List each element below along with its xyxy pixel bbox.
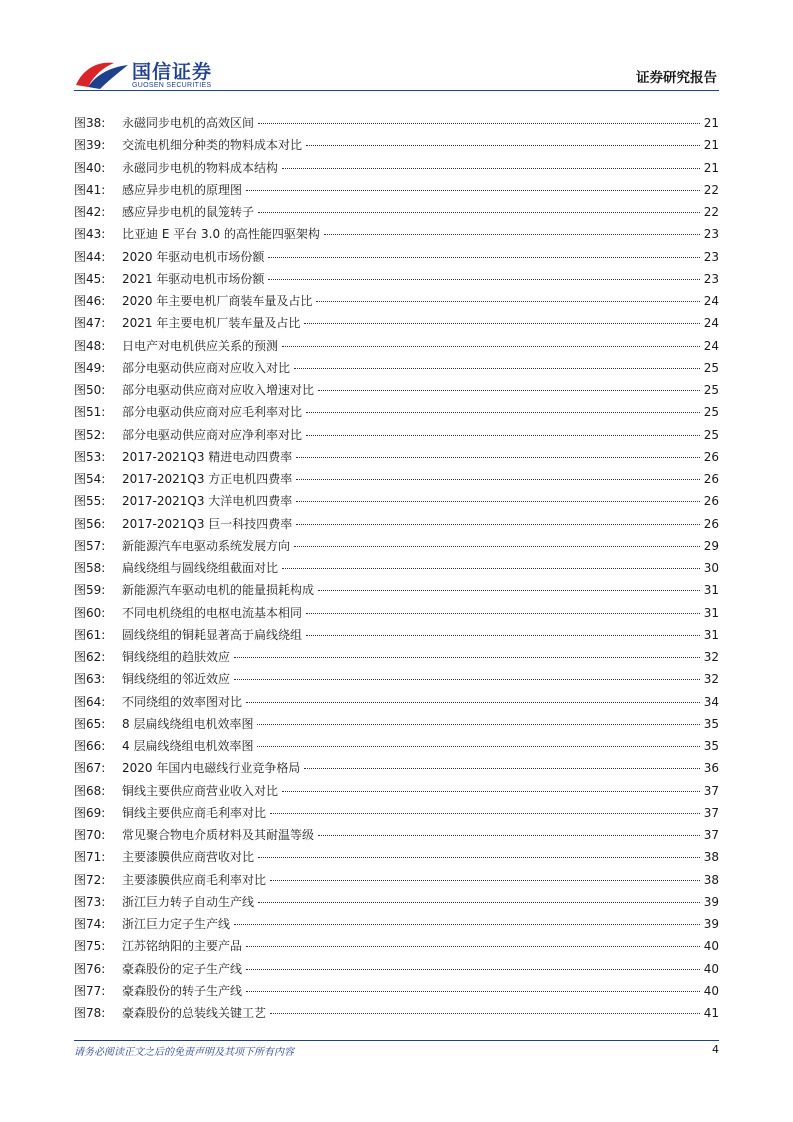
toc-entry[interactable] [74, 201, 719, 223]
toc-entry[interactable] [74, 1002, 719, 1024]
toc-figure-label: 图53: [74, 449, 106, 464]
toc-dot-leader [270, 880, 700, 881]
toc-page-number[interactable]: 32 [703, 672, 719, 687]
toc-figure-title[interactable]: 部分电驱动供应商对应收入增速对比 [122, 383, 315, 397]
toc-page-number[interactable]: 39 [703, 917, 719, 931]
toc-dot-leader [306, 613, 700, 614]
toc-page-number[interactable]: 26 [703, 472, 719, 486]
toc-figure-title[interactable]: 2020 年主要电机厂商装车量及占比 [122, 294, 313, 308]
toc-entry[interactable] [74, 891, 719, 913]
toc-entry[interactable] [74, 379, 719, 401]
toc-page-number[interactable]: 23 [703, 271, 719, 286]
toc-entry[interactable] [74, 112, 719, 134]
toc-page-number[interactable]: 26 [703, 516, 719, 531]
toc-page-number[interactable]: 23 [703, 227, 719, 242]
toc-figure-label: 图67: [74, 761, 106, 776]
toc-dot-leader [246, 702, 700, 703]
toc-figure-title[interactable]: 扁线绕组与圆线绕组截面对比 [122, 561, 279, 575]
toc-figure-title[interactable]: 4 层扁线绕组电机效率图 [122, 739, 254, 753]
toc-entry[interactable] [74, 490, 719, 512]
toc-entry[interactable] [74, 691, 719, 713]
toc-figure-title[interactable]: 2020 年驱动电机市场份额 [122, 249, 265, 264]
guosen-logo [74, 55, 234, 95]
toc-figure-title[interactable]: 2017-2021Q3 巨一科技四费率 [122, 516, 293, 531]
toc-figure-label: 图49: [74, 360, 106, 375]
toc-page-number[interactable]: 37 [703, 828, 719, 842]
toc-figure-title[interactable]: 不同绕组的效率图对比 [122, 694, 243, 709]
toc-page-number[interactable]: 25 [703, 427, 719, 442]
toc-page-number[interactable]: 37 [703, 783, 719, 798]
toc-figure-label: 图59: [74, 583, 106, 598]
toc-dot-leader [282, 168, 700, 169]
toc-entry[interactable] [74, 290, 719, 312]
toc-page-number[interactable]: 31 [703, 605, 719, 620]
toc-figure-title[interactable]: 铜线主要供应商毛利率对比 [122, 805, 267, 820]
toc-page-number[interactable]: 22 [703, 205, 719, 219]
toc-page-number[interactable]: 35 [703, 739, 719, 753]
toc-dot-leader [318, 590, 700, 591]
toc-figure-title[interactable]: 2020 年国内电磁线行业竞争格局 [122, 761, 301, 776]
toc-figure-title[interactable]: 比亚迪 E 平台 3.0 的高性能四驱架构 [122, 227, 320, 242]
toc-entry[interactable] [74, 335, 719, 357]
toc-dot-leader [318, 835, 700, 836]
toc-figure-label: 图69: [74, 805, 106, 820]
toc-figure-label: 图55: [74, 494, 106, 509]
toc-page-number[interactable]: 25 [703, 360, 719, 375]
toc-entry[interactable] [74, 668, 719, 690]
toc-figure-label: 图71: [74, 850, 106, 865]
toc-figure-title[interactable]: 不同电机绕组的电枢电流基本相同 [122, 605, 303, 620]
toc-dot-leader [257, 746, 699, 747]
toc-figure-title[interactable]: 日电产对电机供应关系的预测 [122, 338, 279, 353]
toc-entry[interactable] [74, 157, 719, 179]
toc-entry[interactable] [74, 935, 719, 957]
toc-entry[interactable] [74, 134, 719, 156]
toc-figure-label: 图78: [74, 1006, 106, 1020]
toc-figure-label: 图76: [74, 961, 106, 976]
toc-figure-title[interactable]: 2021 年主要电机厂装车量及占比 [122, 316, 301, 331]
toc-dot-leader [268, 257, 699, 258]
toc-figure-title[interactable]: 2021 年驱动电机市场份额 [122, 271, 265, 286]
toc-page-number[interactable]: 31 [703, 583, 719, 598]
toc-figure-label: 图75: [74, 939, 106, 954]
toc-page-number[interactable]: 26 [703, 449, 719, 464]
toc-figure-title[interactable]: 8 层扁线绕组电机效率图 [122, 716, 254, 731]
toc-page-number[interactable]: 31 [703, 627, 719, 642]
toc-entry[interactable] [74, 446, 719, 468]
toc-page-number[interactable]: 32 [703, 650, 719, 664]
toc-page-number[interactable]: 38 [703, 872, 719, 887]
toc-figure-label: 图56: [74, 516, 106, 531]
toc-dot-leader [258, 857, 700, 858]
toc-figure-label: 图62: [74, 650, 106, 664]
toc-dot-leader [294, 546, 700, 547]
toc-entry[interactable] [74, 913, 719, 935]
toc-dot-leader [258, 902, 700, 903]
toc-page-number[interactable]: 24 [703, 294, 719, 308]
toc-figure-label: 图40: [74, 160, 106, 175]
figure-table-of-contents [74, 112, 719, 1024]
toc-figure-title[interactable]: 新能源汽车电驱动系统发展方向 [122, 538, 291, 553]
toc-dot-leader [306, 145, 700, 146]
toc-figure-label: 图51: [74, 405, 106, 420]
toc-dot-leader [324, 234, 700, 235]
toc-dot-leader [306, 635, 700, 636]
toc-page-number[interactable]: 34 [703, 694, 719, 709]
toc-figure-title[interactable]: 部分电驱动供应商对应净利率对比 [122, 427, 303, 442]
page-number: 4 [712, 1043, 719, 1056]
toc-figure-title[interactable]: 江苏铭纳阳的主要产品 [122, 939, 243, 954]
toc-entry[interactable] [74, 735, 719, 757]
toc-entry[interactable] [74, 624, 719, 646]
toc-dot-leader [282, 791, 700, 792]
toc-figure-label: 图50: [74, 383, 106, 397]
toc-entry[interactable] [74, 223, 719, 245]
toc-dot-leader [246, 190, 700, 191]
toc-figure-title[interactable]: 2017-2021Q3 大洋电机四费率 [122, 494, 293, 509]
toc-figure-label: 图38: [74, 116, 106, 130]
toc-figure-label: 图65: [74, 716, 106, 731]
toc-dot-leader [318, 390, 700, 391]
toc-figure-title[interactable]: 2017-2021Q3 方正电机四费率 [122, 472, 293, 486]
toc-figure-title[interactable]: 铜线主要供应商营业收入对比 [122, 783, 279, 798]
toc-figure-title[interactable]: 豪森股份的定子生产线 [122, 961, 243, 976]
logo-text-en: GUOSEN SECURITIES [132, 82, 212, 89]
toc-page-number[interactable]: 26 [703, 494, 719, 509]
logo-text-cn: 国信证券 [132, 61, 213, 83]
toc-dot-leader [306, 435, 700, 436]
toc-figure-title[interactable]: 部分电驱动供应商对应收入对比 [122, 360, 291, 375]
toc-dot-leader [304, 768, 699, 769]
toc-page-number[interactable]: 22 [703, 182, 719, 197]
toc-entry[interactable] [74, 802, 719, 824]
toc-figure-title[interactable]: 新能源汽车驱动电机的能量损耗构成 [122, 583, 315, 598]
toc-figure-title[interactable]: 主要漆膜供应商营收对比 [122, 850, 255, 865]
toc-figure-label: 图42: [74, 205, 106, 219]
toc-figure-label: 图72: [74, 872, 106, 887]
toc-page-number[interactable]: 38 [703, 850, 719, 865]
toc-page-number[interactable]: 35 [703, 716, 719, 731]
toc-dot-leader [294, 368, 700, 369]
toc-figure-title[interactable]: 浙江巨力定子生产线 [122, 917, 231, 931]
toc-figure-label: 图45: [74, 271, 106, 286]
toc-entry[interactable] [74, 513, 719, 535]
toc-entry[interactable] [74, 846, 719, 868]
toc-dot-leader [268, 279, 699, 280]
toc-entry[interactable] [74, 246, 719, 268]
toc-figure-label: 图66: [74, 739, 106, 753]
toc-figure-title[interactable]: 主要漆膜供应商毛利率对比 [122, 872, 267, 887]
toc-page-number[interactable]: 40 [703, 939, 719, 954]
toc-page-number[interactable]: 30 [703, 561, 719, 575]
toc-dot-leader [246, 969, 700, 970]
toc-page-number[interactable]: 21 [703, 160, 719, 175]
toc-figure-label: 图77: [74, 983, 106, 998]
toc-figure-title[interactable]: 永磁同步电机的物料成本结构 [122, 160, 279, 175]
toc-page-number[interactable]: 40 [703, 961, 719, 976]
toc-dot-leader [270, 1013, 700, 1014]
toc-dot-leader [296, 501, 699, 502]
toc-dot-leader [282, 568, 700, 569]
toc-dot-leader [296, 479, 699, 480]
toc-entry[interactable] [74, 424, 719, 446]
toc-entry[interactable] [74, 268, 719, 290]
toc-figure-title[interactable]: 部分电驱动供应商对应毛利率对比 [122, 405, 303, 420]
toc-figure-label: 图57: [74, 538, 106, 553]
toc-entry[interactable] [74, 535, 719, 557]
toc-entry[interactable] [74, 468, 719, 490]
toc-page-number[interactable]: 29 [703, 538, 719, 553]
toc-entry[interactable] [74, 980, 719, 1002]
page-header [0, 0, 793, 100]
toc-dot-leader [296, 457, 699, 458]
toc-entry[interactable] [74, 602, 719, 624]
toc-figure-title[interactable]: 圆线绕组的铜耗显著高于扁线绕组 [122, 627, 303, 642]
toc-page-number[interactable]: 41 [703, 1006, 719, 1020]
toc-dot-leader [234, 679, 700, 680]
header-divider [74, 90, 719, 91]
toc-dot-leader [258, 123, 700, 124]
toc-page-number[interactable]: 25 [703, 405, 719, 420]
toc-entry[interactable] [74, 579, 719, 601]
toc-entry[interactable] [74, 780, 719, 802]
toc-figure-label: 图47: [74, 316, 106, 331]
toc-figure-label: 图54: [74, 472, 106, 486]
toc-figure-label: 图64: [74, 694, 106, 709]
toc-page-number[interactable]: 36 [703, 761, 719, 776]
toc-dot-leader [270, 813, 700, 814]
toc-entry[interactable] [74, 958, 719, 980]
toc-dot-leader [296, 524, 699, 525]
toc-dot-leader [257, 724, 699, 725]
toc-page-number[interactable]: 25 [703, 383, 719, 397]
toc-entry[interactable] [74, 869, 719, 891]
toc-dot-leader [234, 924, 700, 925]
toc-dot-leader [246, 946, 700, 947]
toc-figure-label: 图46: [74, 294, 106, 308]
toc-figure-label: 图44: [74, 249, 106, 264]
toc-entry[interactable] [74, 557, 719, 579]
toc-figure-title[interactable]: 浙江巨力转子自动生产线 [122, 894, 255, 909]
toc-figure-label: 图70: [74, 828, 106, 842]
toc-page-number[interactable]: 21 [703, 116, 719, 130]
toc-figure-label: 图52: [74, 427, 106, 442]
toc-dot-leader [234, 657, 700, 658]
report-type-title: 证券研究报告 [636, 70, 717, 86]
toc-figure-title[interactable]: 感应异步电机的鼠笼转子 [122, 205, 255, 219]
toc-figure-title[interactable]: 交流电机细分种类的物料成本对比 [122, 138, 303, 153]
toc-figure-label: 图58: [74, 561, 106, 575]
toc-dot-leader [258, 212, 700, 213]
toc-page-number[interactable]: 21 [703, 138, 719, 153]
toc-figure-label: 图74: [74, 917, 106, 931]
toc-page-number[interactable]: 37 [703, 805, 719, 820]
footer-divider [74, 1040, 719, 1041]
toc-entry[interactable] [74, 757, 719, 779]
toc-entry[interactable] [74, 357, 719, 379]
toc-entry[interactable] [74, 824, 719, 846]
toc-figure-title[interactable]: 铜线绕组的趋肤效应 [122, 650, 231, 664]
toc-entry[interactable] [74, 646, 719, 668]
toc-figure-label: 图73: [74, 894, 106, 909]
toc-dot-leader [316, 301, 699, 302]
toc-dot-leader [246, 991, 700, 992]
toc-figure-label: 图61: [74, 627, 106, 642]
toc-page-number[interactable]: 24 [703, 316, 719, 331]
toc-figure-title[interactable]: 铜线绕组的邻近效应 [122, 672, 231, 687]
toc-figure-title[interactable]: 感应异步电机的原理图 [122, 182, 243, 197]
toc-entry[interactable] [74, 401, 719, 423]
guosen-logo-icon [74, 55, 130, 91]
disclaimer-note: 请务必阅读正文之后的免责声明及其项下所有内容 [74, 1047, 294, 1058]
toc-dot-leader [304, 323, 699, 324]
toc-figure-label: 图68: [74, 783, 106, 798]
toc-dot-leader [282, 346, 700, 347]
toc-page-number[interactable]: 39 [703, 894, 719, 909]
toc-entry[interactable] [74, 179, 719, 201]
toc-figure-title[interactable]: 豪森股份的转子生产线 [122, 983, 243, 998]
toc-figure-label: 图63: [74, 672, 106, 687]
toc-figure-label: 图60: [74, 605, 106, 620]
toc-figure-label: 图39: [74, 138, 106, 153]
toc-page-number[interactable]: 24 [703, 338, 719, 353]
toc-figure-label: 图48: [74, 338, 106, 353]
toc-figure-label: 图43: [74, 227, 106, 242]
toc-entry[interactable] [74, 713, 719, 735]
toc-figure-label: 图41: [74, 182, 106, 197]
toc-figure-title[interactable]: 豪森股份的总装线关键工艺 [122, 1006, 267, 1020]
toc-page-number[interactable]: 23 [703, 249, 719, 264]
toc-page-number[interactable]: 40 [703, 983, 719, 998]
toc-figure-title[interactable]: 2017-2021Q3 精进电动四费率 [122, 449, 293, 464]
toc-figure-title[interactable]: 常见聚合物电介质材料及其耐温等级 [122, 828, 315, 842]
toc-entry[interactable] [74, 312, 719, 334]
toc-dot-leader [306, 412, 700, 413]
toc-figure-title[interactable]: 永磁同步电机的高效区间 [122, 116, 255, 130]
